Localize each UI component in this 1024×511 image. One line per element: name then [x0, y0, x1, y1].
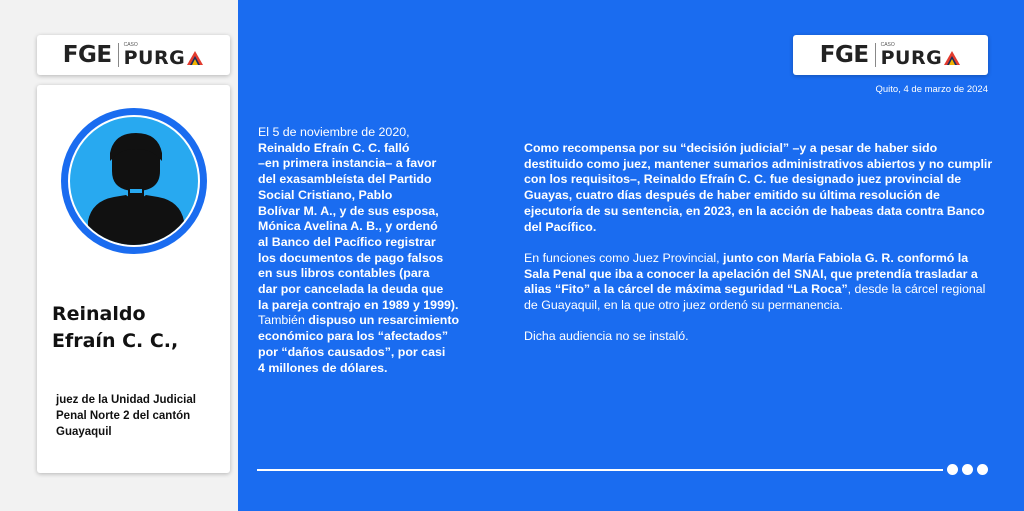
dot-icon	[977, 464, 988, 475]
logo-fge-purga-right	[793, 35, 988, 75]
logo-purga-text: PURG	[123, 46, 186, 69]
name-line-1: Reinaldo	[52, 303, 146, 325]
paragraph-3: Dicha audiencia no se instaló.	[524, 329, 689, 344]
role-line-1: juez de la Unidad Judicial	[56, 394, 196, 406]
text-line: Mónica Avelina A. B., y ordenó	[258, 219, 438, 234]
text-line: –en primera instancia– a favor	[258, 156, 437, 171]
paragraph-2	[524, 251, 994, 314]
text-line: dar por cancelada la deuda que	[258, 282, 444, 297]
text-span-bold: junto con María Fabiola G. R. conformó la Sala Penal que iba a conocer la apelación del SNAI, que pretendía trasladar a alias “Fito” a la cárcel de máxima seguridad “La Roca”	[524, 250, 978, 297]
role-line-2: Penal Norte 2 del cantón	[56, 410, 191, 422]
logo-divider	[875, 43, 876, 67]
logo-fge-purga-left	[37, 35, 230, 75]
text-line	[258, 313, 508, 329]
profile-name	[52, 301, 222, 355]
text-line: Social Cristiano, Pablo	[258, 187, 393, 202]
text-span: En funciones como Juez Provincial,	[524, 250, 724, 265]
text-line: económico para los “afectados”	[258, 329, 449, 344]
logo-a-triangle-icon	[186, 50, 204, 66]
logo-fge-text: FGE	[819, 42, 869, 68]
text-line: del exasambleísta del Partido	[258, 172, 432, 187]
dot-icon	[947, 464, 958, 475]
text-line: El 5 de noviembre de 2020,	[258, 125, 410, 139]
text-line: los documentos de pago falsos	[258, 250, 444, 265]
text-line: Reinaldo Efraín C. C. falló	[258, 140, 410, 155]
name-line-2: Efraín C. C.,	[52, 330, 179, 352]
logo-caso-text: CASO	[880, 41, 895, 48]
role-line-3: Guayaquil	[56, 426, 112, 438]
text-line: la pareja contrajo en 1989 y 1999).	[258, 297, 459, 312]
text-line: en sus libros contables (para	[258, 266, 430, 281]
avatar	[61, 108, 207, 254]
profile-role	[56, 392, 221, 440]
profile-card	[37, 85, 230, 473]
logo-purga-wordmark	[880, 46, 962, 69]
logo-divider	[118, 43, 119, 67]
bottom-divider	[257, 469, 943, 471]
text-line: 4 millones de dólares.	[258, 360, 388, 375]
pagination-dots	[947, 464, 988, 475]
logo-purga-wordmark	[123, 46, 205, 69]
person-silhouette-icon	[70, 117, 200, 247]
text-span: También	[258, 313, 305, 328]
text-line: al Banco del Pacífico registrar	[258, 234, 436, 249]
paragraph-1: Como recompensa por su “decisión judicial” –y a pesar de haber sido destituido como juez, mantener sumarios administrativos abiertos y no cumplir con los requisitos–, Reinaldo Efraín C. C. fue designado juez provincial de Guayas, cuatro días después de haber emitido su última resolución de ejecutoría de su sentencia, en 2023, en la acción de habeas data contra Banco del Pacífico.	[524, 141, 993, 234]
dot-icon	[962, 464, 973, 475]
logo-caso-text: CASO	[123, 41, 138, 48]
text-span: , desde la cárcel regional de Guayaquil, en la que otro juez ordenó su permanencia.	[524, 282, 986, 313]
logo-a-triangle-icon	[943, 50, 961, 66]
text-span-bold: dispuso un resarcimiento	[304, 313, 460, 328]
logo-purga-text: PURG	[880, 46, 943, 69]
date-text: Quito, 4 de marzo de 2024	[875, 84, 988, 95]
article-column-1	[258, 125, 508, 376]
article-column-2	[524, 141, 994, 361]
logo-fge-text: FGE	[62, 42, 112, 68]
avatar-circle	[68, 115, 200, 247]
text-line: por “daños causados”, por casi	[258, 344, 446, 359]
logo-caso-purga	[881, 43, 962, 68]
logo-caso-purga	[124, 43, 205, 68]
text-line: Bolívar M. A., y de sus esposa,	[258, 203, 439, 218]
